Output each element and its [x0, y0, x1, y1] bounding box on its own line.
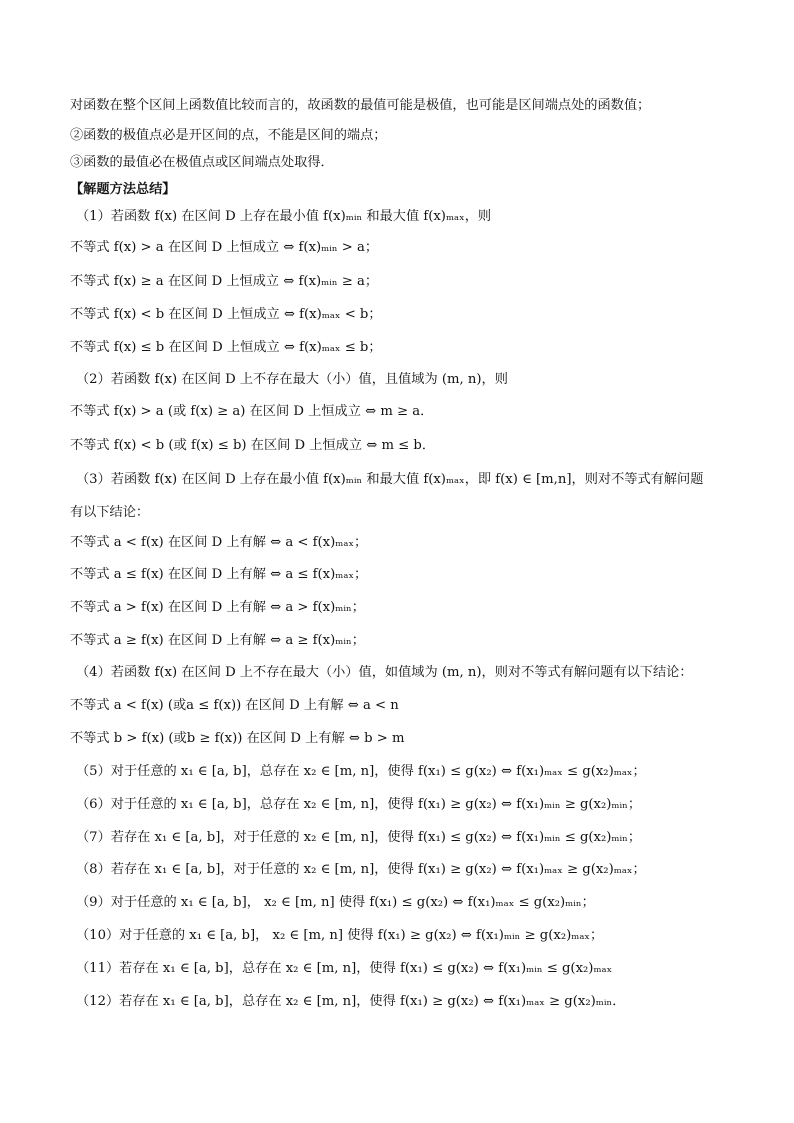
text-line: （11）若存在 x₁ ∈ [a, b]，总存在 x₂ ∈ [m, n]，使得 f(x₁) ≤ g(x₂) ⇔ f(x₁)ₘᵢₙ ≤ g(x₂)ₘₐₓ [76, 961, 613, 976]
text-line: 不等式 f(x) < b 在区间 D 上恒成立 ⇔ f(x)ₘₐₓ < b； [70, 307, 382, 322]
text-line: （1）若函数 f(x) 在区间 D 上存在最小值 f(x)ₘᵢₙ 和最大值 f(x)ₘₐₓ，则 [76, 209, 492, 224]
text-line: （10）对于任意的 x₁ ∈ [a, b]， x₂ ∈ [m, n] 使得 f(x₁) ≥ g(x₂) ⇔ f(x₁)ₘᵢₙ ≥ g(x₂)ₘₐₓ； [76, 928, 604, 943]
text-line: 不等式 a < f(x) (或a ≤ f(x)) 在区间 D 上有解 ⇔ a < n [70, 698, 399, 713]
text-line: ③函数的最值必在极值点或区间端点处取得． [70, 155, 334, 170]
text-line: 有以下结论： [70, 505, 150, 520]
text-line: （2）若函数 f(x) 在区间 D 上不存在最大（小）值，且值域为 (m, n)，则 [76, 372, 508, 387]
section-heading: 【解题方法总结】 [70, 182, 176, 197]
text-line: （4）若函数 f(x) 在区间 D 上不存在最大（小）值，如值域为 (m, n)，则对不等式有解问题有以下结论： [76, 665, 693, 680]
text-line: （6）对于任意的 x₁ ∈ [a, b]，总存在 x₂ ∈ [m, n]，使得 f(x₁) ≥ g(x₂) ⇔ f(x₁)ₘᵢₙ ≥ g(x₂)ₘᵢₙ； [76, 797, 642, 812]
text-line: （5）对于任意的 x₁ ∈ [a, b]，总存在 x₂ ∈ [m, n]，使得 f(x₁) ≤ g(x₂) ⇔ f(x₁)ₘₐₓ ≤ g(x₂)ₘₐₓ； [76, 764, 646, 779]
text-line: （3）若函数 f(x) 在区间 D 上存在最小值 f(x)ₘᵢₙ 和最大值 f(x)ₘₐₓ，即 f(x) ∈ [m,n]，则对不等式有解问题 [76, 472, 704, 487]
text-line: 不等式 a ≥ f(x) 在区间 D 上有解 ⇔ a ≥ f(x)ₘᵢₙ； [70, 633, 365, 648]
text-line: ②函数的极值点必是开区间的点，不能是区间的端点； [70, 128, 387, 143]
text-line: 不等式 a < f(x) 在区间 D 上有解 ⇔ a < f(x)ₘₐₓ； [70, 535, 368, 550]
text-line: 不等式 f(x) < b (或 f(x) ≤ b) 在区间 D 上恒成立 ⇔ m ≤ b． [70, 438, 436, 453]
text-line: 不等式 b > f(x) (或b ≥ f(x)) 在区间 D 上有解 ⇔ b > m [70, 731, 405, 746]
text-line: 不等式 f(x) > a (或 f(x) ≥ a) 在区间 D 上恒成立 ⇔ m ≥ a． [70, 404, 434, 419]
text-line: （7）若存在 x₁ ∈ [a, b]，对于任意的 x₂ ∈ [m, n]，使得 f(x₁) ≤ g(x₂) ⇔ f(x₁)ₘᵢₙ ≤ g(x₂)ₘᵢₙ； [76, 830, 642, 845]
text-line: 不等式 f(x) > a 在区间 D 上恒成立 ⇔ f(x)ₘᵢₙ > a； [70, 240, 379, 255]
text-line: 不等式 f(x) ≥ a 在区间 D 上恒成立 ⇔ f(x)ₘᵢₙ ≥ a； [70, 274, 379, 289]
text-line: （12）若存在 x₁ ∈ [a, b]，总存在 x₂ ∈ [m, n]，使得 f(x₁) ≥ g(x₂) ⇔ f(x₁)ₘₐₓ ≥ g(x₂)ₘᵢₙ． [76, 994, 626, 1009]
text-line: 不等式 a > f(x) 在区间 D 上有解 ⇔ a > f(x)ₘᵢₙ； [70, 600, 365, 615]
text-line: （9）对于任意的 x₁ ∈ [a, b]， x₂ ∈ [m, n] 使得 f(x₁) ≤ g(x₂) ⇔ f(x₁)ₘₐₓ ≤ g(x₂)ₘᵢₙ； [76, 895, 595, 910]
text-line: （8）若存在 x₁ ∈ [a, b]，对于任意的 x₂ ∈ [m, n]，使得 f(x₁) ≥ g(x₂) ⇔ f(x₁)ₘₐₓ ≥ g(x₂)ₘₐₓ； [76, 862, 646, 877]
text-line: 不等式 a ≤ f(x) 在区间 D 上有解 ⇔ a ≤ f(x)ₘₐₓ； [70, 567, 368, 582]
text-line: 不等式 f(x) ≤ b 在区间 D 上恒成立 ⇔ f(x)ₘₐₓ ≤ b； [70, 340, 382, 355]
text-line: 对函数在整个区间上函数值比较而言的，故函数的最值可能是极值，也可能是区间端点处的函数值； [70, 98, 651, 113]
